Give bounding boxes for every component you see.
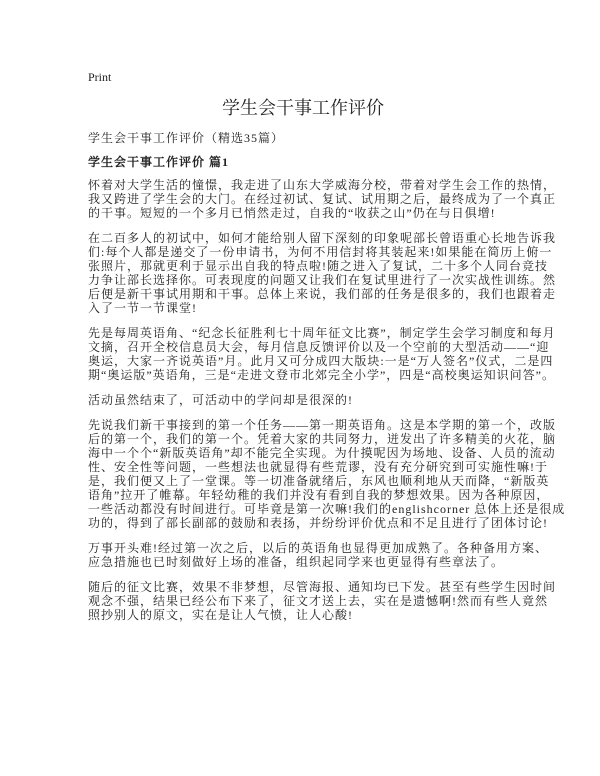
paragraph-line: 海中一个个“新版英语角”却不能完全实现。为什摸呢因为场地、设备、人员的流动 [88,446,556,460]
paragraph-line: 万事开头难!经过第一次之后，以后的英语角也显得更加成熟了。各种备用方案、 [88,541,548,555]
paragraph-line: 先是每周英语角、“纪念长征胜利七十周年征文比赛”，制定学生会学习制度和每月 [88,326,556,340]
paragraph [88,418,588,530]
paragraph-line: 后的第一个，我们的第一个。凭着大家的共同努力，迸发出了许多精美的火花，脑 [88,432,557,446]
paragraph [88,326,588,382]
paragraph-line: 后便是新干事试用期和干事。总体上来说，我们部的任务是很多的，我们也跟着走 [88,287,557,301]
paragraph-line: 随后的征文比赛，效果不非梦想，尽管海报、通知均已下发。甚至有些学生因时间 [88,580,557,594]
document-page [88,0,588,633]
paragraph-line: 怀着对大学生活的憧憬，我走进了山东大学威海分校，带着对学生会工作的热情， [88,178,557,192]
paragraph-line: 张照片，那就更利于显示出自我的特点啦!随之进入了复试，二十多个人同台竞技 [88,259,548,273]
paragraph-line: 一些活动都没有时间进行。可毕竟是第一次嘛!我们的englishcorner 总体上还是很成 [88,502,566,516]
paragraph-line: 期“奥运版”英语角，三是“走进文登市北郊完全小学”，四是“高校奥运知识问答”。 [88,368,555,382]
paragraph-line: 活动虽然结束了，可活动中的学问却是很深的! [88,393,353,407]
document-body [88,178,588,622]
paragraph-line: 在二百多人的初试中，如何才能给别人留下深刻的印象呢部长曾语重心长地告诉我 [88,231,557,245]
paragraph-line: 入了一节一节课堂! [88,301,197,315]
paragraph-line: 力争让部长选择你。可表现度的问题又让我们在复试里进行了一次实战性训练。然 [88,273,557,287]
paragraph-line: 奥运，大家一齐说英语”月。此月又可分成四大版块:一是“万人签名”仪式，二是四 [88,354,554,368]
paragraph [88,393,588,407]
paragraph-line: 观念不强，结果已经公布下来了，征文才送上去，实在是遗憾啊!然而有些人竟然 [88,594,548,608]
paragraph-line: 文摘，召开全校信息员大会，每月信息反馈评价以及一个空前的大型活动——“迎 [88,340,550,354]
paragraph-line: 的干事。短短的一个多月已悄然走过，自我的“收获之山”仍在与日俱增! [88,206,496,220]
paragraph-line: 语角”拉开了帷幕。年轻幼稚的我们并没有看到自我的梦想效果。因为各种原因， [88,488,550,502]
paragraph [88,541,588,569]
section-title: 学生会干事工作评价 篇1 [88,155,230,169]
document-subtitle: 学生会干事工作评价（精选35篇） [88,131,285,145]
paragraph-line: 我又跨进了学生会的大门。在经过初试、复试、试用期之后，最终成为了一个真正 [88,192,557,206]
paragraph-line: 应急措施也已时刻做好上场的准备，组织起同学来也更显得有些章法了。 [88,555,505,569]
paragraph [88,178,588,220]
paragraph-line: 功的，得到了部长副部的鼓励和表扬，并纷纷评价优点和不足且进行了团体讨论! [88,516,548,530]
paragraph [88,231,588,315]
paragraph-line: 先说我们新干事接到的第一个任务——第一期英语角。这是本学期的第一个，改版 [88,418,557,432]
paragraph-line: 性、安全性等问题，一些想法也就显得有些荒谬，没有充分研究到可实施性嘛!于 [88,460,548,474]
document-title: 学生会干事工作评价 [222,98,384,119]
print-label: Print [88,70,112,84]
paragraph [88,580,588,622]
paragraph-line: 照抄别人的原文，实在是让人气愤，让人心酸! [88,608,353,622]
paragraph-line: 是，我们便又上了一堂课。等一切准备就绪后，东风也顺利地从天而降，“新版英 [88,474,550,488]
paragraph-line: 们:每个人都是递交了一份申请书，为何不用信封将其装起来!如果能在简历上俯一 [88,245,553,259]
